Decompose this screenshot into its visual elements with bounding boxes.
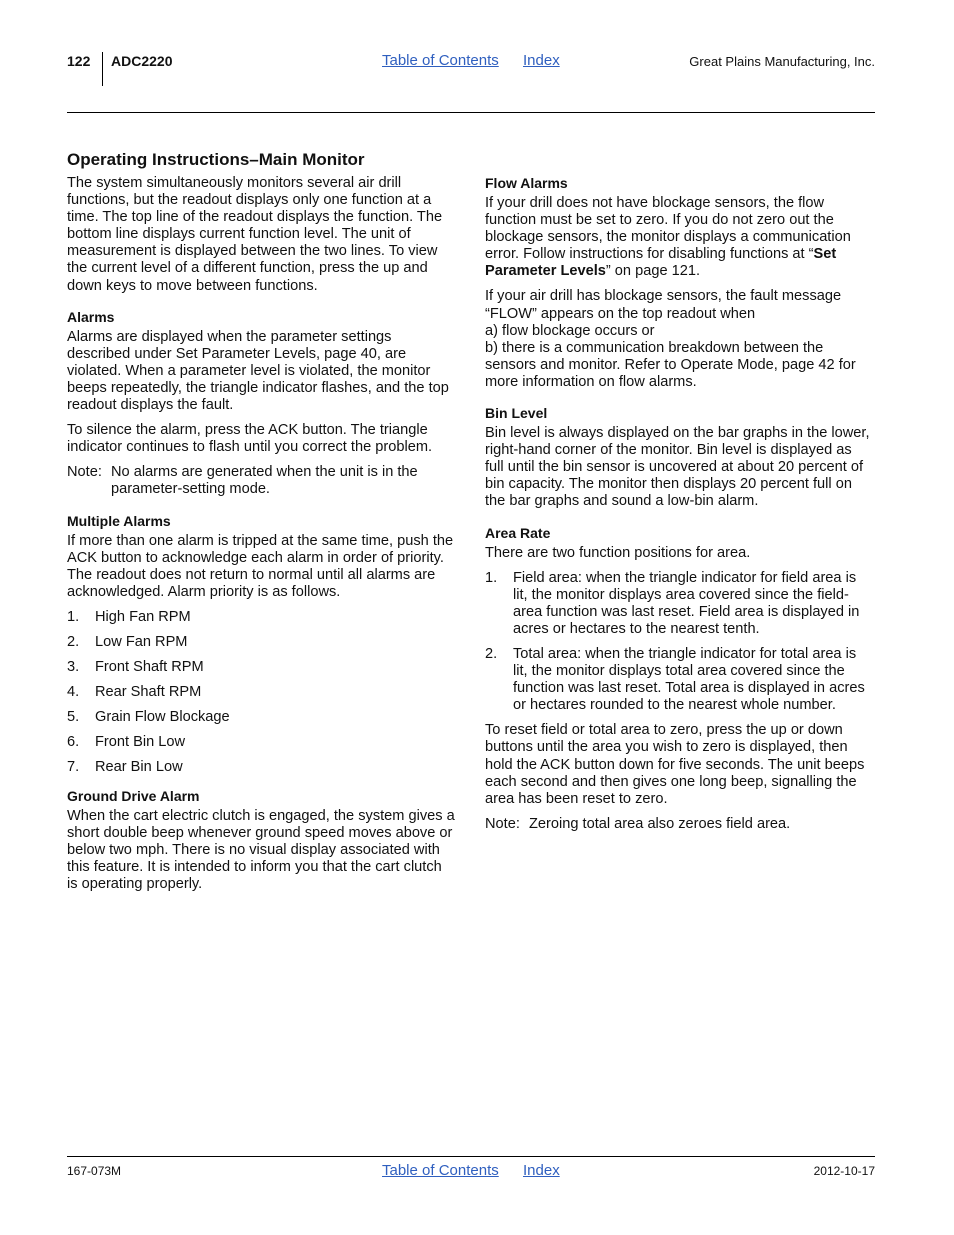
- list-item: 5. Grain Flow Blockage: [67, 708, 230, 725]
- list-item: 3. Front Shaft RPM: [67, 658, 204, 675]
- bin-level-heading: Bin Level: [485, 405, 548, 422]
- note-text: Zeroing total area also zeroes field area.: [529, 815, 791, 832]
- list-item: 7. Rear Bin Low: [67, 758, 183, 775]
- note-label: Note:: [67, 464, 102, 481]
- list-item: 1. High Fan RPM: [67, 608, 191, 625]
- footer-index-link[interactable]: Index: [523, 1162, 560, 1179]
- intro-paragraph: The system simultaneously monitors several air drill functions, but the readout displays only one function at a time. The top line of the readout displays the function. The bottom line displays current function level. The unit of measurement is displayed between the two lines. To view the current level of a different function, press the up and down keys to move between functions.: [67, 175, 443, 294]
- ground-drive-heading: Ground Drive Alarm: [67, 787, 200, 804]
- footer-rule: [67, 1156, 875, 1157]
- note-label: Note:: [485, 815, 520, 832]
- flow-paragraph-2: If your air drill has blockage sensors, the fault message “FLOW” appears on the top readout when a) flow blockage occurs or b) there is a communication breakdown between the sensors and monitor. Refer to Operate Mode, page 42 for more information on flow alarms.: [485, 288, 856, 390]
- note-text: No alarms are generated when the unit is in the parameter-setting mode.: [111, 464, 418, 498]
- footer-toc-link[interactable]: Table of Contents: [382, 1162, 499, 1179]
- flow-alarms-heading: Flow Alarms: [485, 175, 568, 191]
- area-rate-list: [485, 570, 873, 715]
- alarms-paragraph-2: To silence the alarm, press the ACK button. The triangle indicator continues to flash until you correct the problem.: [67, 422, 433, 456]
- list-item: 2. Total area: when the triangle indicator for total area is lit, the monitor displays total area covered since the function was last reset. Total area is displayed in acres or hectares rounded to the nearest whole number.: [485, 645, 865, 714]
- list-item: 2. Low Fan RPM: [67, 633, 188, 650]
- header-divider: [102, 52, 103, 86]
- multiple-alarms-heading: Multiple Alarms: [67, 512, 171, 529]
- ground-drive-paragraph: When the cart electric clutch is engaged, the system gives a short double beep whenever ground speed moves above or below two mph. There is no visual display associated with this feature. It is intended to inform you that the cart clutch is operating properly.: [67, 807, 455, 893]
- right-column: [485, 175, 873, 841]
- reset-paragraph: To reset field or total area to zero, press the up or down buttons until the area you wish to zero is displayed, then hold the ACK button down for five seconds. The unit beeps each second and then gives one long beep, signalling the area has been reset to zero.: [485, 722, 865, 807]
- list-item: 1. Field area: when the triangle indicator for field area is lit, the monitor displays area covered since the field-area function was last reset. Field area is displayed in acres or hectares to the nearest tenth.: [485, 569, 860, 637]
- area-note: [485, 816, 873, 833]
- doc-date: 2012-10-17: [813, 1164, 875, 1178]
- company-name: Great Plains Manufacturing, Inc.: [689, 54, 875, 69]
- doc-code: 167-073M: [67, 1164, 122, 1178]
- doc-title: ADC2220: [111, 53, 173, 69]
- alarm-priority-list: [67, 609, 455, 776]
- multiple-alarms-paragraph: If more than one alarm is tripped at the same time, push the ACK button to acknowledge each alarm in order of priority. The readout does not return to normal until all alarms are acknowledged. Alarm priority is as follows.: [67, 532, 454, 600]
- list-item: 4. Rear Shaft RPM: [67, 683, 202, 700]
- page-number: 122: [67, 53, 91, 69]
- alarms-paragraph-1: Alarms are displayed when the parameter settings described under Set Parameter Levels, page 40, are violated. When a parameter level is violated, the monitor beeps repeatedly, the triangle indicator flashes, and the top readout displays the fault.: [67, 328, 449, 414]
- section-title: Operating Instructions–Main Monitor: [67, 150, 365, 169]
- header-index-link[interactable]: Index: [523, 52, 560, 69]
- left-column: [67, 150, 455, 901]
- bin-level-paragraph: Bin level is always displayed on the bar graphs in the lower, right-hand corner of the monitor. Bin level is displayed as full until the bin sensor is uncovered at about 20 percent of bin capacity. The monitor then displays 20 percent full on the bar graphs and sound a low-bin alarm.: [485, 425, 870, 510]
- alarms-note: [67, 464, 455, 498]
- list-item: 6. Front Bin Low: [67, 733, 186, 750]
- alarms-heading: Alarms: [67, 308, 115, 325]
- header-rule: [67, 112, 875, 113]
- header-toc-link[interactable]: Table of Contents: [382, 52, 499, 69]
- area-rate-heading: Area Rate: [485, 524, 551, 541]
- area-rate-intro: There are two function positions for area.: [485, 544, 751, 561]
- flow-paragraph-1: If your drill does not have blockage sensors, the flow function must be set to zero. If you do not zero out the blockage sensors, the monitor displays a communication error. Follow instructions for disabling functions at “Set Parameter Levels” on page 121.: [485, 195, 851, 280]
